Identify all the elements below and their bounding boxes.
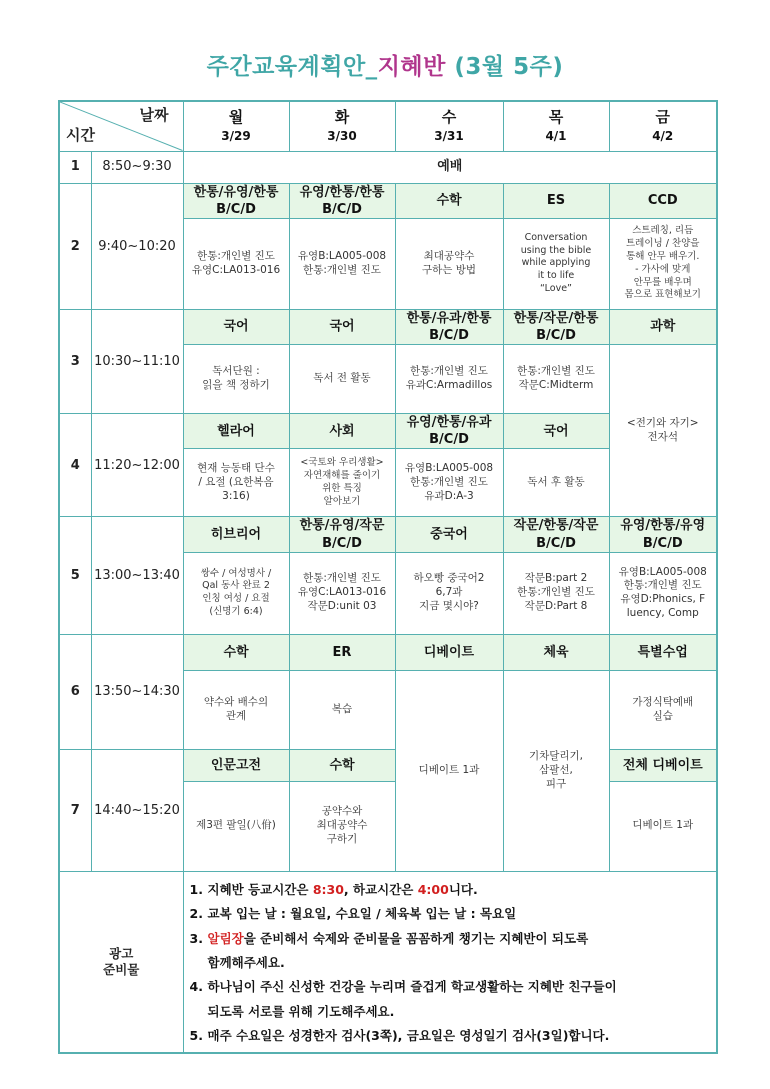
subject-cell: 전체 디베이트 xyxy=(609,749,717,781)
time-label: 시간 xyxy=(66,125,95,144)
period-number: 7 xyxy=(59,749,91,871)
title-prefix: 주간교육계획안_ xyxy=(206,54,378,80)
subject-cell: 특별수업 xyxy=(609,634,717,670)
worship-cell: 예배 xyxy=(183,151,717,183)
period-time: 10:30~11:10 xyxy=(91,309,183,413)
period-time: 13:50~14:30 xyxy=(91,634,183,749)
content-cell: 유영B:LA005-008 한통:개인별 진도 xyxy=(289,218,395,309)
subject-cell: 한통/유영/작문 B/C/D xyxy=(289,517,395,552)
header-corner xyxy=(59,101,183,151)
date-label: 날짜 xyxy=(139,106,169,124)
period-number: 3 xyxy=(59,309,91,413)
day-header-fri: 금 4/2 xyxy=(609,101,717,151)
content-cell: 한통:개인별 진도 유영C:LA013-016 작문D:unit 03 xyxy=(289,552,395,634)
subject-cell: 국어 xyxy=(503,414,609,449)
subject-cell: 수학 xyxy=(183,634,289,670)
content-cell: 최대공약수 구하는 방법 xyxy=(395,218,503,309)
subject-cell: ES xyxy=(503,183,609,218)
period-number: 6 xyxy=(59,634,91,749)
subject-cell: 체육 xyxy=(503,634,609,670)
content-cell: 하오빵 중국어2 6,7과 지금 몇시야? xyxy=(395,552,503,634)
content-cell: 독서단원 : 읽을 책 정하기 xyxy=(183,345,289,414)
content-cell: 한통:개인별 진도 유영C:LA013-016 xyxy=(183,218,289,309)
day-header-tue: 화 3/30 xyxy=(289,101,395,151)
content-cell: Conversation using the bible while applying it to life “Love” xyxy=(503,218,609,309)
subject-cell: 한통/유영/한통 B/C/D xyxy=(183,183,289,218)
content-cell: 독서 후 활동 xyxy=(503,449,609,517)
content-cell: 유영B:LA005-008 한통:개인별 진도 유과D:A-3 xyxy=(395,449,503,517)
content-cell: 복습 xyxy=(289,670,395,749)
period-row-3-subjects xyxy=(59,309,717,344)
day-header-thu: 목 4/1 xyxy=(503,101,609,151)
subject-cell: 헬라어 xyxy=(183,414,289,449)
content-cell: 가정식탁예배 실습 xyxy=(609,670,717,749)
period-time: 8:50~9:30 xyxy=(91,151,183,183)
period-number: 1 xyxy=(59,151,91,183)
arrival-time: 8:30 xyxy=(312,881,344,897)
period-time: 11:20~12:00 xyxy=(91,414,183,517)
content-cell: <전기와 자기> 전자석 xyxy=(609,345,717,517)
content-cell: 디베이트 1과 xyxy=(609,781,717,871)
notice-row xyxy=(59,871,717,1053)
content-cell: 한통:개인별 진도 작문C:Midterm xyxy=(503,345,609,414)
subject-cell: 작문/한통/작문 B/C/D xyxy=(503,517,609,552)
content-cell: 쌍수 / 여성명사 / Qal 동사 완료 2 인칭 여성 / 요절 (신명기 6:4) xyxy=(183,552,289,634)
subject-cell: ER xyxy=(289,634,395,670)
period-row-7-subjects xyxy=(59,749,717,781)
subject-cell: 중국어 xyxy=(395,517,503,552)
header-row xyxy=(59,101,717,151)
subject-cell: 국어 xyxy=(183,309,289,344)
notice-list xyxy=(183,871,717,1053)
notice-item: 4. 하나님이 주신 신성한 건강을 누리며 즐겁게 학교생활하는 지혜반 친구들이 되도록 서로를 위해 기도해주세요. xyxy=(189,979,617,1019)
subject-cell: 수학 xyxy=(289,749,395,781)
content-cell: 제3편 팔일(八佾) xyxy=(183,781,289,871)
notice-label: 광고 준비물 xyxy=(59,871,183,1053)
title-week: (3월 5주) xyxy=(445,54,564,80)
subject-cell: CCD xyxy=(609,183,717,218)
subject-cell: 디베이트 xyxy=(395,634,503,670)
period-number: 5 xyxy=(59,517,91,634)
content-cell: 기차달리기, 삼팔선, 피구 xyxy=(503,670,609,871)
subject-cell: 한통/작문/한통 B/C/D xyxy=(503,309,609,344)
subject-cell: 과학 xyxy=(609,309,717,344)
subject-cell: 유영/한통/한통 B/C/D xyxy=(289,183,395,218)
notice-item: 1. 지혜반 등교시간은 8:30, 하교시간은 4:00니다. xyxy=(189,881,478,897)
period-row-6-subjects xyxy=(59,634,717,670)
dismissal-time: 4:00 xyxy=(417,881,449,897)
subject-cell: 사회 xyxy=(289,414,395,449)
content-cell: 독서 전 활동 xyxy=(289,345,395,414)
content-cell: 작문B:part 2 한통:개인별 진도 작문D:Part 8 xyxy=(503,552,609,634)
content-cell: 스트레칭, 리듬 트레이닝 / 찬양을 통해 안무 배우기. - 가사에 맞게 안무를 배우며 몸으로 표현해보기 xyxy=(609,218,717,309)
subject-cell: 유영/한통/유과 B/C/D xyxy=(395,414,503,449)
period-time: 14:40~15:20 xyxy=(91,749,183,871)
subject-cell: 수학 xyxy=(395,183,503,218)
notice-item: 5. 매주 수요일은 성경한자 검사(3쪽), 금요일은 영성일기 검사(3일)합니다. xyxy=(189,1028,610,1043)
period-time: 13:00~13:40 xyxy=(91,517,183,634)
title-class-name: 지혜반 xyxy=(377,54,446,80)
content-cell: 한통:개인별 진도 유과C:Armadillos xyxy=(395,345,503,414)
page-title xyxy=(0,48,770,81)
period-row-5-subjects xyxy=(59,517,717,552)
content-cell: 유영B:LA005-008 한통:개인별 진도 유영D:Phonics, F luency, Comp xyxy=(609,552,717,634)
content-cell: 디베이트 1과 xyxy=(395,670,503,871)
day-header-mon: 월 3/29 xyxy=(183,101,289,151)
notice-item: 2. 교복 입는 날 : 월요일, 수요일 / 체육복 입는 날 : 목요일 xyxy=(189,906,517,922)
period-number: 2 xyxy=(59,183,91,309)
subject-cell: 유영/한통/유영 B/C/D xyxy=(609,517,717,552)
content-cell: <국토와 우리생활> 자연재해를 줄이기 위한 특징 알아보기 xyxy=(289,449,395,517)
content-cell: 약수와 배수의 관계 xyxy=(183,670,289,749)
content-cell: 공약수와 최대공약수 구하기 xyxy=(289,781,395,871)
period-time: 9:40~10:20 xyxy=(91,183,183,309)
weekly-plan-table xyxy=(58,100,718,1054)
content-cell: 현재 능동태 단수 / 요절 (요한복음 3:16) xyxy=(183,449,289,517)
subject-cell: 히브리어 xyxy=(183,517,289,552)
period-row-1 xyxy=(59,151,717,183)
notice-item: 3. 알림장을 준비해서 숙제와 준비물을 꼼꼼하게 챙기는 지혜반이 되도록 함께해주세요. xyxy=(189,930,589,970)
subject-cell: 한통/유과/한통 B/C/D xyxy=(395,309,503,344)
period-row-2-subjects xyxy=(59,183,717,218)
subject-cell: 국어 xyxy=(289,309,395,344)
subject-cell: 인문고전 xyxy=(183,749,289,781)
period-number: 4 xyxy=(59,414,91,517)
day-header-wed: 수 3/31 xyxy=(395,101,503,151)
